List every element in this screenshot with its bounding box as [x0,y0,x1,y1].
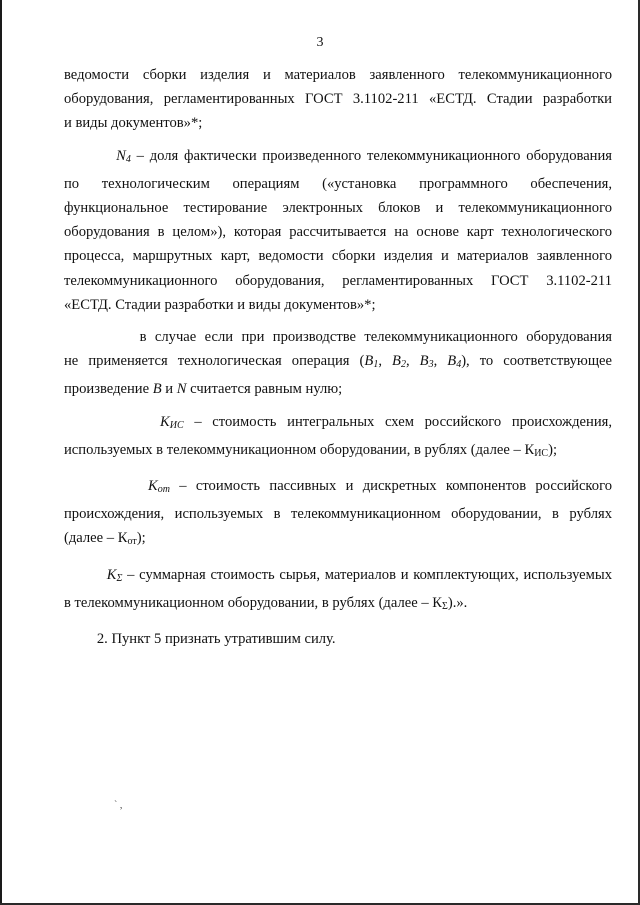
symbol-k-sigma: K [106,566,117,583]
p7-line-1 [64,627,612,651]
symbol-b4: B [447,353,457,370]
p3-line-2: не применяется технологическая операция ($B_1$, $B_2$, $B_3$, $B_4$), то соответствующее [64,353,613,371]
p5-line-3-text: (далее – К [64,530,128,547]
p3-line-2-end: ), то соответствующее [461,353,613,370]
p2-line-4: оборудования в целом»), которая рассчитывается на основе карт технологического [64,224,612,241]
p3-line-3-end: считается равным нулю; [186,381,343,398]
paragraph-k-ic [64,410,612,466]
symbol-b1-sub: 1 [373,359,379,371]
paragraph-item-2 [64,627,612,651]
paragraph-k-ot [64,474,612,555]
p4-line-2-text: используемых в телекоммуникационном оборудовании, в рублях (далее – К [64,441,535,458]
p5-line-2: происхождения, используемых в телекоммуникационном оборудовании, в рублях [64,506,612,523]
symbol-b2: B [392,353,401,370]
p4-line-1-text: – стоимость интегральных схем российского происхождения, [183,413,612,430]
symbol-k-ic-sub: ИС [169,419,184,431]
paragraph-k-sigma [64,563,612,619]
p6-line-1-text: – суммарная стоимость сырья, материалов и комплектующих, используемых [122,566,612,583]
p6-line-2-sub: Σ [442,600,448,612]
p6-line-1 [64,563,612,591]
p2-line-2: по технологическим операциям («установка программного обеспечения, [64,175,612,192]
p3-line-3 [64,377,612,401]
p5-line-1 [64,474,612,502]
symbol-b1: B [364,353,374,370]
symbol-k-ot-sub: от [157,484,170,496]
p4-line-1 [64,410,612,438]
paragraph-1 [64,63,612,136]
p2-line-1 [64,144,612,172]
p7-text: 2. Пункт 5 признать утратившим силу. [96,631,336,648]
symbol-b4-sub: 4 [456,359,462,371]
paragraph-zero-case [64,325,612,402]
symbol-k-ic: K [160,413,170,430]
p3-line-1 [64,325,612,349]
symbol-n4-sub: 4 [125,153,131,165]
paragraph-n4 [64,144,612,317]
p3-line-3-start: произведение [64,381,153,398]
p5-line-1-text: – стоимость пассивных и дискретных компонентов российского [169,478,612,495]
p6-line-2 [64,591,612,619]
symbol-n4: N [116,147,126,164]
p2-line-6: телекоммуникационного оборудования, регламентированных ГОСТ 3.1102-211 [64,272,612,289]
p1-line-2: оборудования, регламентированных ГОСТ 3.1102-211 «ЕСТД. Стадии разработки [64,91,612,108]
scan-edge-left [0,0,2,905]
p6-line-2-text: в телекоммуникационном оборудовании, в рублях (далее – К [64,594,443,611]
p3-line-1-text: в случае если при производстве телекоммуникационного оборудования [139,329,612,346]
p2-line-1-text: – доля фактически произведенного телекоммуникационного оборудования [130,147,613,164]
p2-line-7: «ЕСТД. Стадии разработки и виды документов»*; [64,296,376,313]
p1-line-3: и виды документов»*; [64,115,203,132]
p4-line-2-end: ); [548,441,558,458]
p5-line-3-end: ); [136,530,146,547]
symbol-b: B [152,381,162,398]
document-body [64,63,612,659]
p5-line-3-sub: от [127,536,137,548]
p3-line-2-start: не применяется технологическая операция ( [64,353,365,370]
scan-specks: ` , [114,800,123,811]
symbol-k-ot: K [147,478,158,495]
p1-line-1: ведомости сборки изделия и материалов заявленного телекоммуникационного [64,67,612,83]
symbol-b2-sub: 2 [400,359,406,371]
symbol-n: N [176,381,187,398]
p6-line-2-end: ).». [447,594,468,611]
symbol-b3-sub: 3 [428,359,434,371]
p3-line-3-mid: и [161,381,177,398]
page-number: 3 [316,35,324,50]
p4-line-2-sub: ИС [534,447,549,459]
p2-line-5: процесса, маршрутных карт, ведомости сборки изделия и материалов заявленного [64,248,612,265]
p4-line-2 [64,438,612,466]
p5-line-3 [64,526,612,554]
symbol-b3: B [419,353,429,370]
p2-line-3: функциональное тестирование электронных блоков и телекоммуникационного [64,200,612,217]
symbol-k-sigma-sub: Σ [116,572,123,584]
